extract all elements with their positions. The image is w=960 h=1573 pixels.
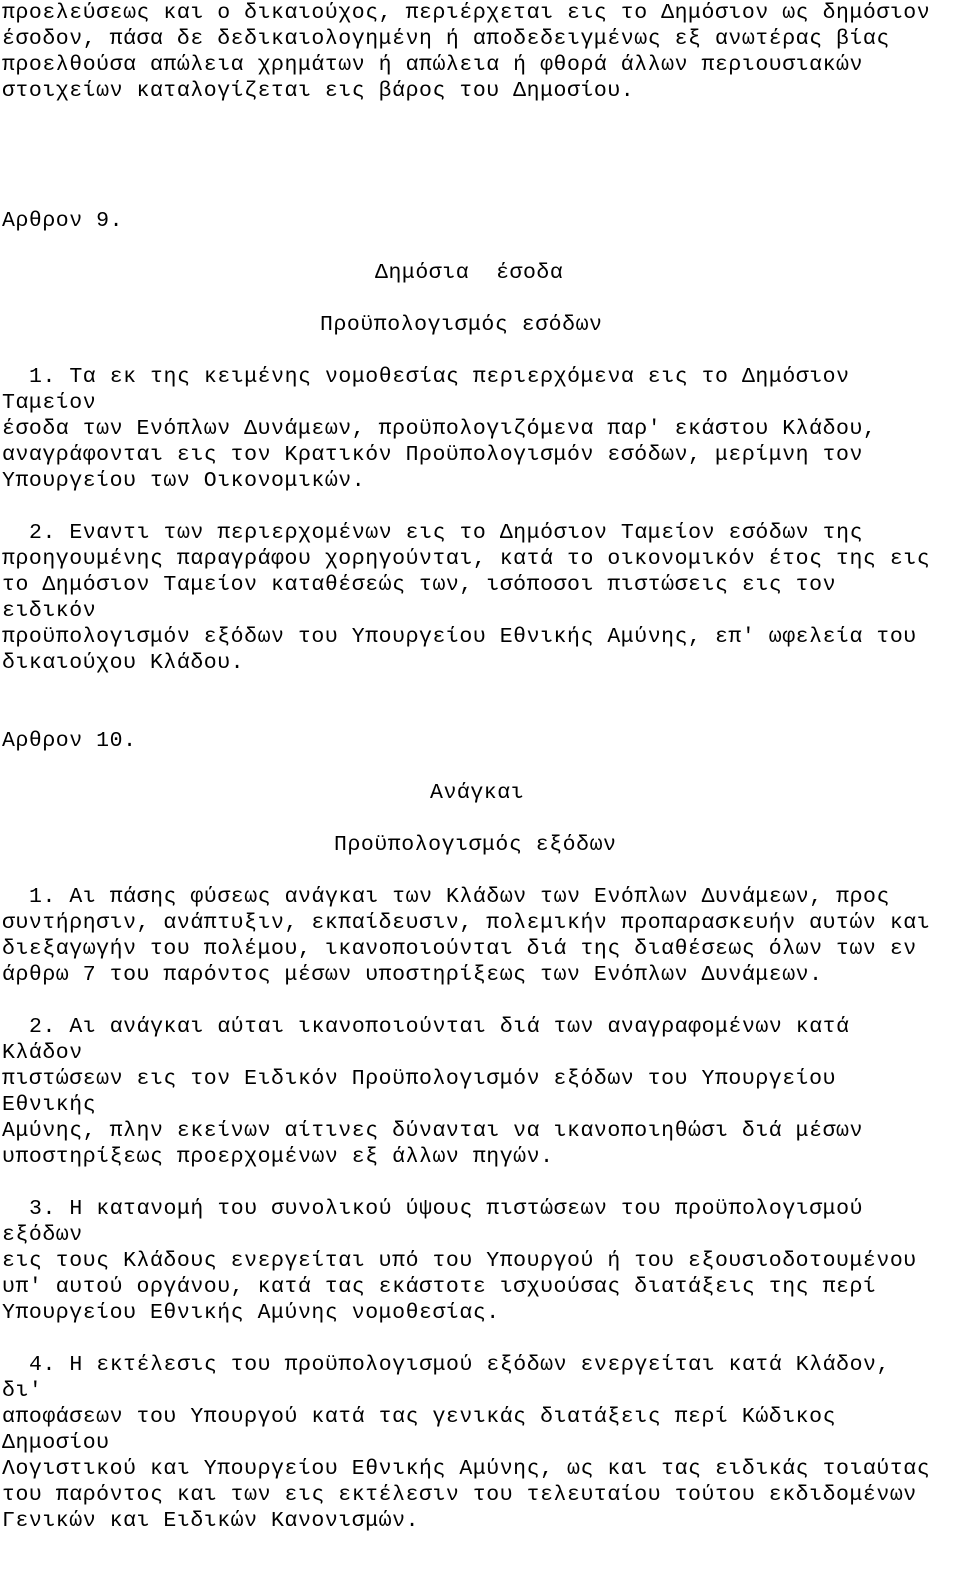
- text-line: 4. Η εκτέλεσις του προϋπολογισμού εξόδων ενεργείται κατά Κλάδον,: [29, 1353, 890, 1377]
- document-body: [2, 0, 960, 1534]
- article-10-title: Αρθρον 10.: [2, 729, 137, 753]
- article-9-paragraph-2: [2, 520, 960, 676]
- text-line: 2. Εναντι των περιερχομένων εις το Δημόσιον Ταμείον εσόδων της: [29, 521, 864, 545]
- text-line: Λογιστικού και Υπουργείου Εθνικής Αμύνης, ως και τας ειδικάς τοιαύτας: [2, 1457, 931, 1481]
- text-line: έσοδα των Ενόπλων Δυνάμεων, προϋπολογιζόμενα παρ' εκάστου Κλάδου,: [2, 417, 877, 441]
- article-9-heading: Δημόσια έσοδα: [375, 261, 564, 285]
- text-line: έσοδον, πάσα δε δεδικαιολογημένη ή αποδεδειγμένως εξ ανωτέρας βίας: [2, 27, 890, 51]
- text-line: υποστηρίξεως προερχομένων εξ άλλων πηγών.: [2, 1145, 554, 1169]
- text-line: δι': [2, 1379, 43, 1403]
- text-line: Υπουργείου των Οικονομικών.: [2, 469, 366, 493]
- text-line: 1. Τα εκ της κειμένης νομοθεσίας περιερχόμενα εις το Δημόσιον: [29, 365, 850, 389]
- article-10-paragraph-1: [2, 884, 960, 988]
- text-line: δικαιούχου Κλάδου.: [2, 651, 245, 675]
- article-9-subheading: Προϋπολογισμός εσόδων: [320, 313, 603, 337]
- text-line: του παρόντος και των εις εκτέλεσιν του τελευταίου τούτου εκδιδομένων: [2, 1483, 917, 1507]
- text-line: ειδικόν: [2, 599, 97, 623]
- text-line: άρθρω 7 του παρόντος μέσων υποστηρίξεως των Ενόπλων Δυνάμεων.: [2, 963, 823, 987]
- text-line: Αμύνης, πλην εκείνων αίτινες δύνανται να ικανοποιηθώσι διά μέσων: [2, 1119, 863, 1143]
- text-line: προελεύσεως και ο δικαιούχος, περιέρχεται εις το Δημόσιον ως δημόσιον: [2, 1, 931, 25]
- text-line: Εθνικής: [2, 1093, 97, 1117]
- text-line: προηγουμένης παραγράφου χορηγούνται, κατά το οικονομικόν έτος της εις: [2, 547, 931, 571]
- text-line: Υπουργείου Εθνικής Αμύνης νομοθεσίας.: [2, 1301, 500, 1325]
- intro-paragraph: [2, 0, 960, 104]
- text-line: Κλάδον: [2, 1041, 83, 1065]
- article-10-heading: Ανάγκαι: [430, 781, 525, 805]
- text-line: εις τους Κλάδους ενεργείται υπό του Υπουργού ή του εξουσιοδοτουμένου: [2, 1249, 917, 1273]
- article-10-paragraph-4: [2, 1352, 960, 1534]
- text-line: διεξαγωγήν του πολέμου, ικανοποιούνται διά της διαθέσεως όλων των εν: [2, 937, 917, 961]
- text-line: προελθούσα απώλεια χρημάτων ή απώλεια ή φθορά άλλων περιουσιακών: [2, 53, 863, 77]
- text-line: 3. Η κατανομή του συνολικού ύψους πιστώσεων του προϋπολογισμού: [29, 1197, 864, 1221]
- article-10-subheading: Προϋπολογισμός εξόδων: [334, 833, 617, 857]
- text-line: αναγράφονται εις τον Κρατικόν Προϋπολογισμόν εσόδων, μερίμνη τον: [2, 443, 863, 467]
- article-10-paragraph-2: [2, 1014, 960, 1170]
- article-10-paragraph-3: [2, 1196, 960, 1326]
- text-line: προϋπολογισμόν εξόδων του Υπουργείου Εθνικής Αμύνης, επ' ωφελεία του: [2, 625, 917, 649]
- text-line: Γενικών και Ειδικών Κανονισμών.: [2, 1509, 420, 1533]
- text-line: το Δημόσιον Ταμείον καταθέσεώς των, ισόποσοι πιστώσεις εις τον: [2, 573, 837, 597]
- text-line: Ταμείον: [2, 391, 97, 415]
- text-line: πιστώσεων εις τον Ειδικόν Προϋπολογισμόν εξόδων του Υπουργείου: [2, 1067, 837, 1091]
- text-line: αποφάσεων του Υπουργού κατά τας γενικάς διατάξεις περί Κώδικος: [2, 1405, 837, 1429]
- text-line: 1. Αι πάσης φύσεως ανάγκαι των Κλάδων των Ενόπλων Δυνάμεων, προς: [29, 885, 890, 909]
- article-9-title: Αρθρον 9.: [2, 209, 124, 233]
- text-line: στοιχείων καταλογίζεται εις βάρος του Δημοσίου.: [2, 79, 635, 103]
- article-9-paragraph-1: [2, 364, 960, 494]
- text-line: υπ' αυτού οργάνου, κατά τας εκάστοτε ισχυούσας διατάξεις της περί: [2, 1275, 877, 1299]
- text-line: εξόδων: [2, 1223, 83, 1247]
- text-line: Δημοσίου: [2, 1431, 110, 1455]
- text-line: συντήρησιν, ανάπτυξιν, εκπαίδευσιν, πολεμικήν προπαρασκευήν αυτών και: [2, 911, 931, 935]
- text-line: 2. Αι ανάγκαι αύται ικανοποιούνται διά των αναγραφομένων κατά: [29, 1015, 850, 1039]
